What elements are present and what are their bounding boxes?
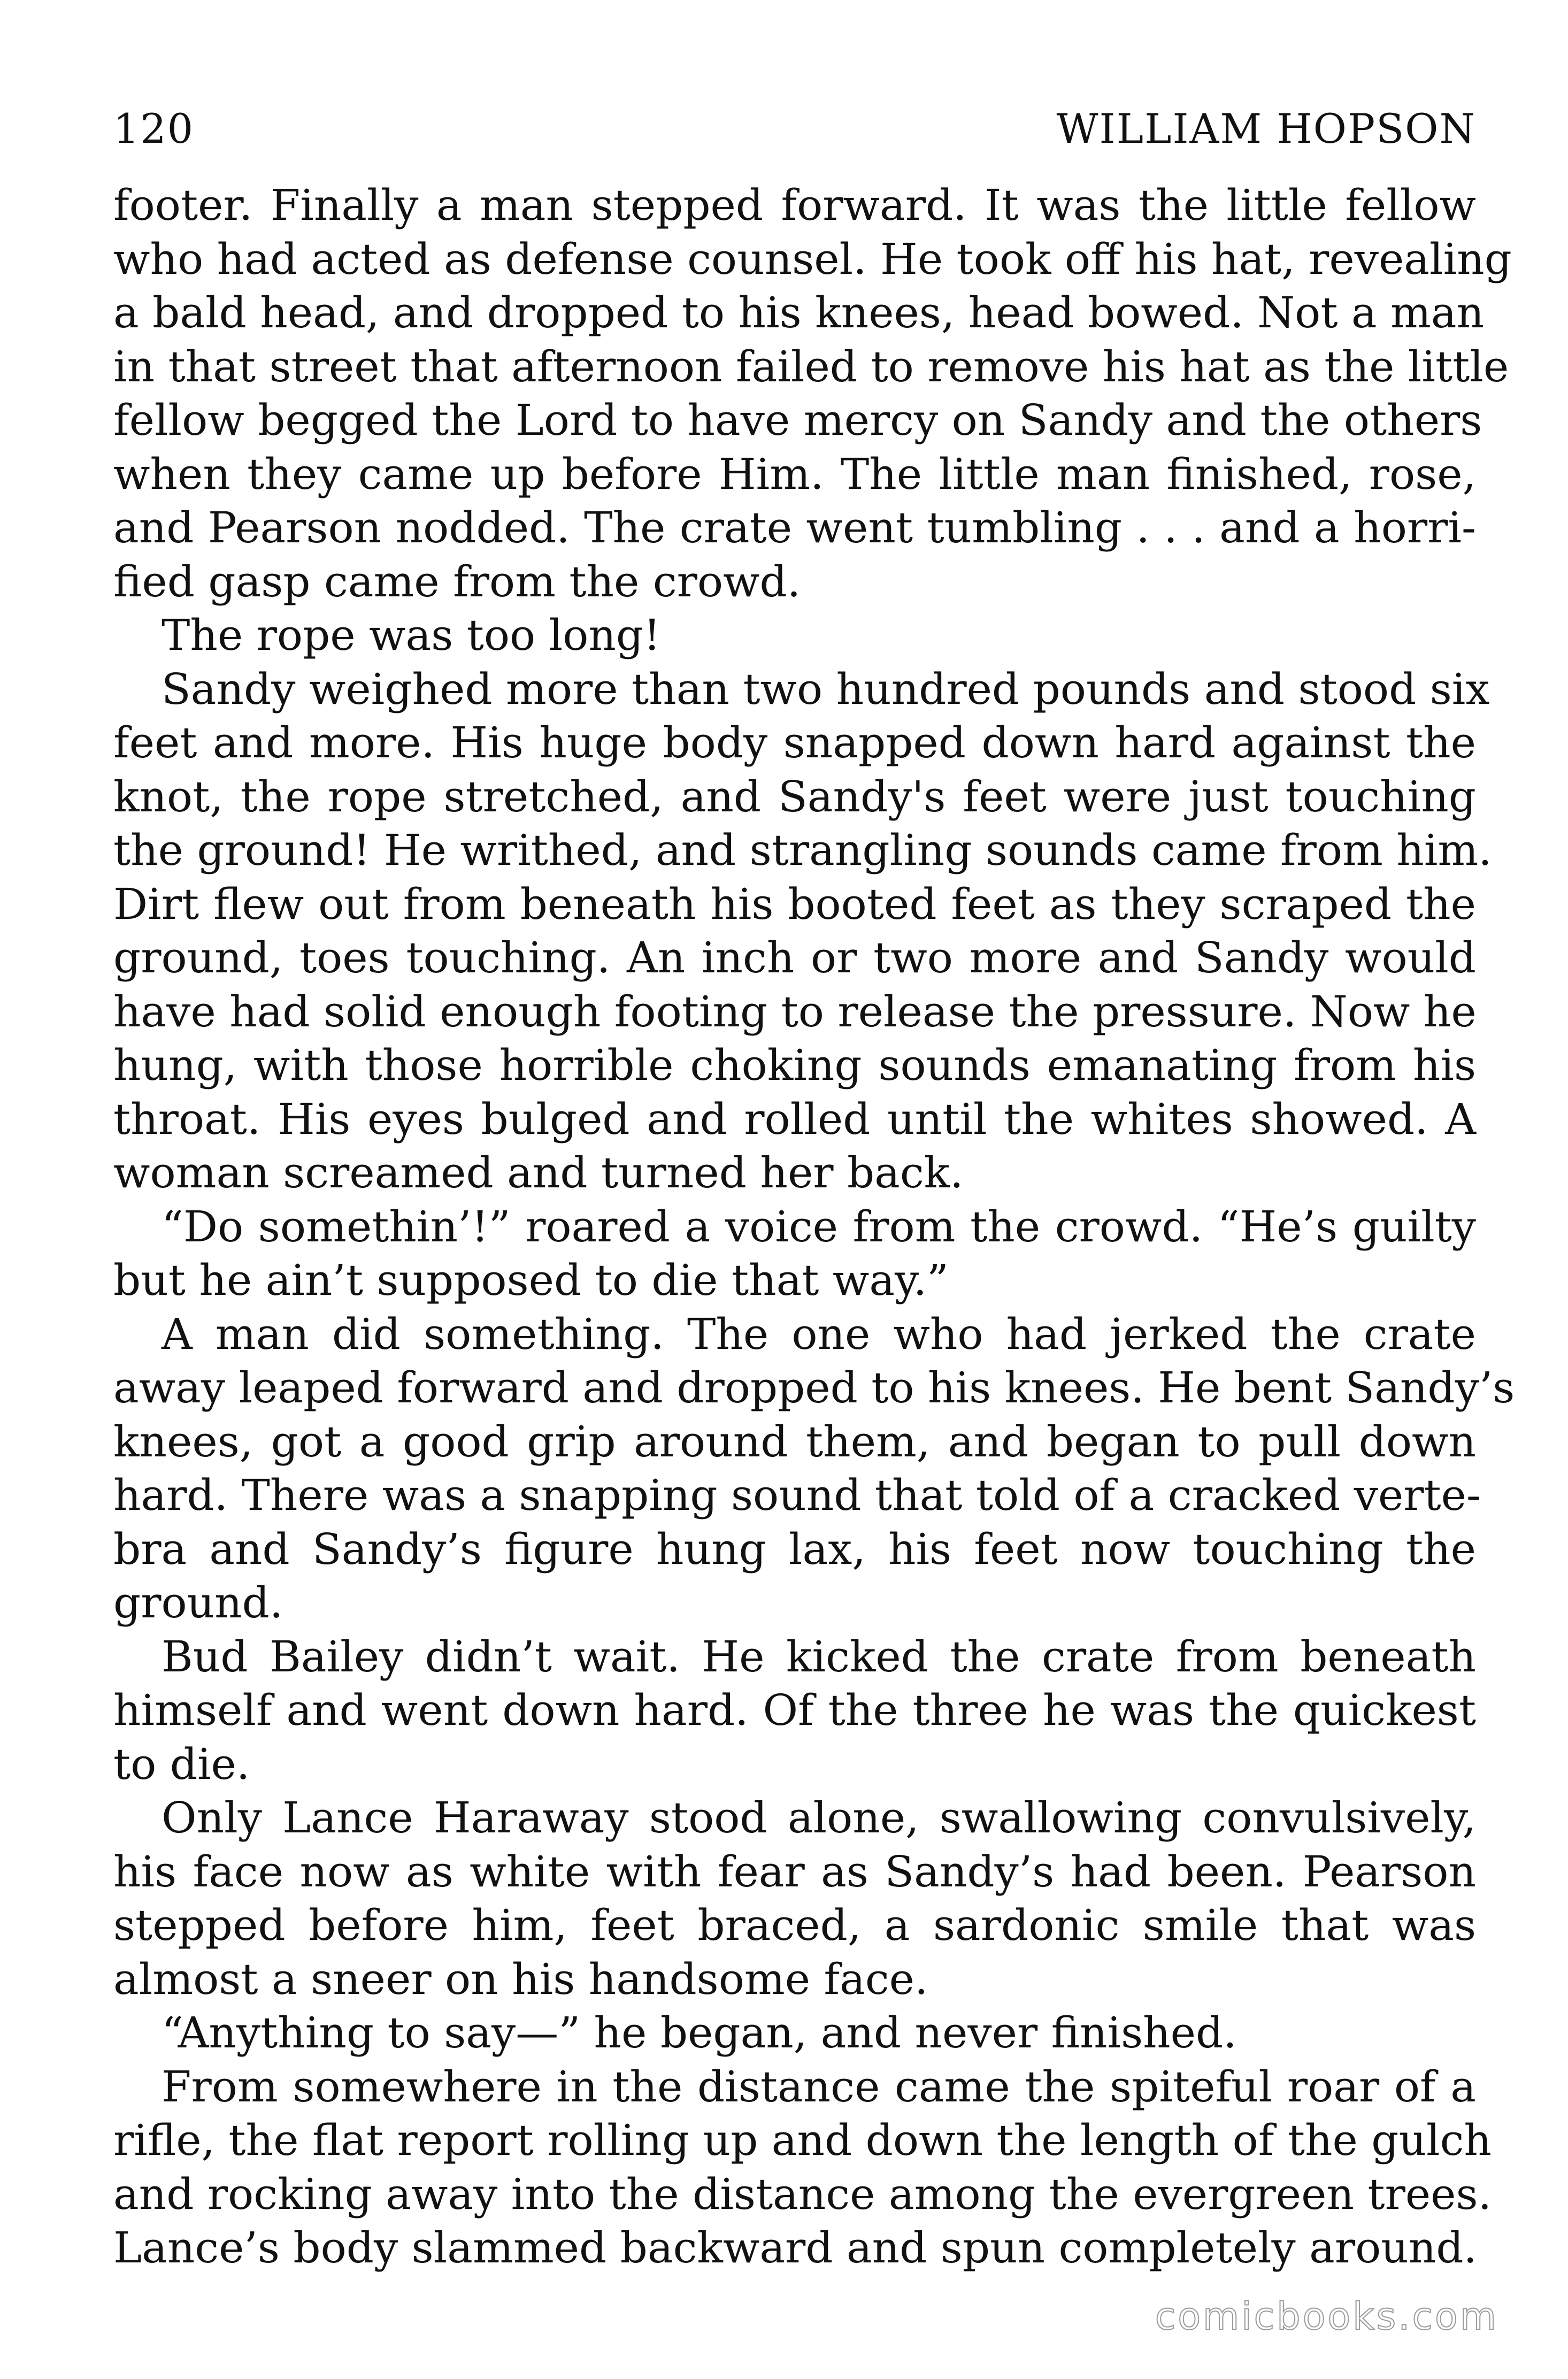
text-line: but he ain’t supposed to die that way.” — [113, 1255, 949, 1305]
text-line: Dirt flew out from beneath his booted feet as they scraped the — [113, 879, 1476, 929]
text-line: rifle, the flat report rolling up and down the length of the gulch — [113, 2115, 1492, 2165]
text-line: almost a sneer on his handsome face. — [113, 1954, 928, 2004]
text-line: knees, got a good grip around them, and began to pull down — [113, 1416, 1476, 1467]
text-line: his face now as white with fear as Sandy’s had been. Pearson — [113, 1846, 1476, 1897]
text-line: when they came up before Him. The little man finished, rose, — [113, 449, 1476, 499]
text-line: feet and more. His huge body snapped down hard against the — [113, 718, 1476, 768]
text-line: “Anything to say—” he began, and never finished. — [162, 2008, 1237, 2058]
text-line: “Do somethin’!” roared a voice from the crowd. “He’s guilty — [162, 1201, 1476, 1252]
text-line: footer. Finally a man stepped forward. It was the little fellow — [113, 180, 1476, 230]
text-line: himself and went down hard. Of the three he was the quickest — [113, 1685, 1476, 1735]
text-line: a bald head, and dropped to his knees, head bowed. Not a man — [113, 288, 1485, 337]
text-line: woman screamed and turned her back. — [113, 1148, 964, 1198]
watermark: comicbooks.com — [1155, 2294, 1498, 2338]
text-line: who had acted as defense counsel. He took off his hat, revealing — [113, 234, 1512, 284]
text-line: ground. — [113, 1578, 283, 1628]
body-text — [113, 179, 1515, 2275]
text-line: in that street that afternoon failed to remove his hat as the little — [113, 341, 1509, 392]
text-line: fied gasp came from the crowd. — [113, 556, 801, 607]
text-line: fellow begged the Lord to have mercy on Sandy and the others — [113, 395, 1482, 445]
text-line: away leaped forward and dropped to his knees. He bent Sandy’s — [113, 1363, 1515, 1413]
text-line: bra and Sandy’s figure hung lax, his feet now touching the — [113, 1524, 1476, 1574]
text-line: Only Lance Haraway stood alone, swallowing convulsively, — [162, 1793, 1476, 1843]
running-title: WILLIAM HOPSON — [1056, 105, 1476, 152]
text-line: have had solid enough footing to release the pressure. Now he — [113, 986, 1477, 1037]
text-line: hard. There was a snapping sound that told of a cracked verte- — [113, 1470, 1481, 1520]
text-line: A man did something. The one who had jerked the crate — [162, 1309, 1476, 1359]
text-line: Sandy weighed more than two hundred pounds and stood six — [162, 664, 1490, 714]
page-number: 120 — [113, 105, 195, 152]
text-line: The rope was too long! — [162, 610, 661, 660]
text-line: From somewhere in the distance came the spiteful roar of a — [162, 2061, 1476, 2112]
text-line: the ground! He writhed, and strangling sounds came from him. — [113, 825, 1492, 875]
text-line: Bud Bailey didn’t wait. He kicked the crate from beneath — [162, 1631, 1476, 1682]
text-line: to die. — [113, 1739, 250, 1789]
running-head — [113, 105, 1476, 164]
text-line: knot, the rope stretched, and Sandy's feet were just touching — [113, 771, 1476, 822]
text-line: stepped before him, feet braced, a sardonic smile that was — [113, 1900, 1476, 1950]
text-line: Lance’s body slammed backward and spun completely around. — [113, 2223, 1477, 2273]
text-line: ground, toes touching. An inch or two more and Sandy would — [113, 933, 1476, 983]
text-line: throat. His eyes bulged and rolled until the whites showed. A — [113, 1094, 1476, 1144]
text-line: and rocking away into the distance among the evergreen trees. — [113, 2169, 1492, 2219]
text-line: hung, with those horrible choking sounds emanating from his — [113, 1040, 1476, 1090]
text-line: and Pearson nodded. The crate went tumbling . . . and a horri- — [113, 503, 1476, 552]
